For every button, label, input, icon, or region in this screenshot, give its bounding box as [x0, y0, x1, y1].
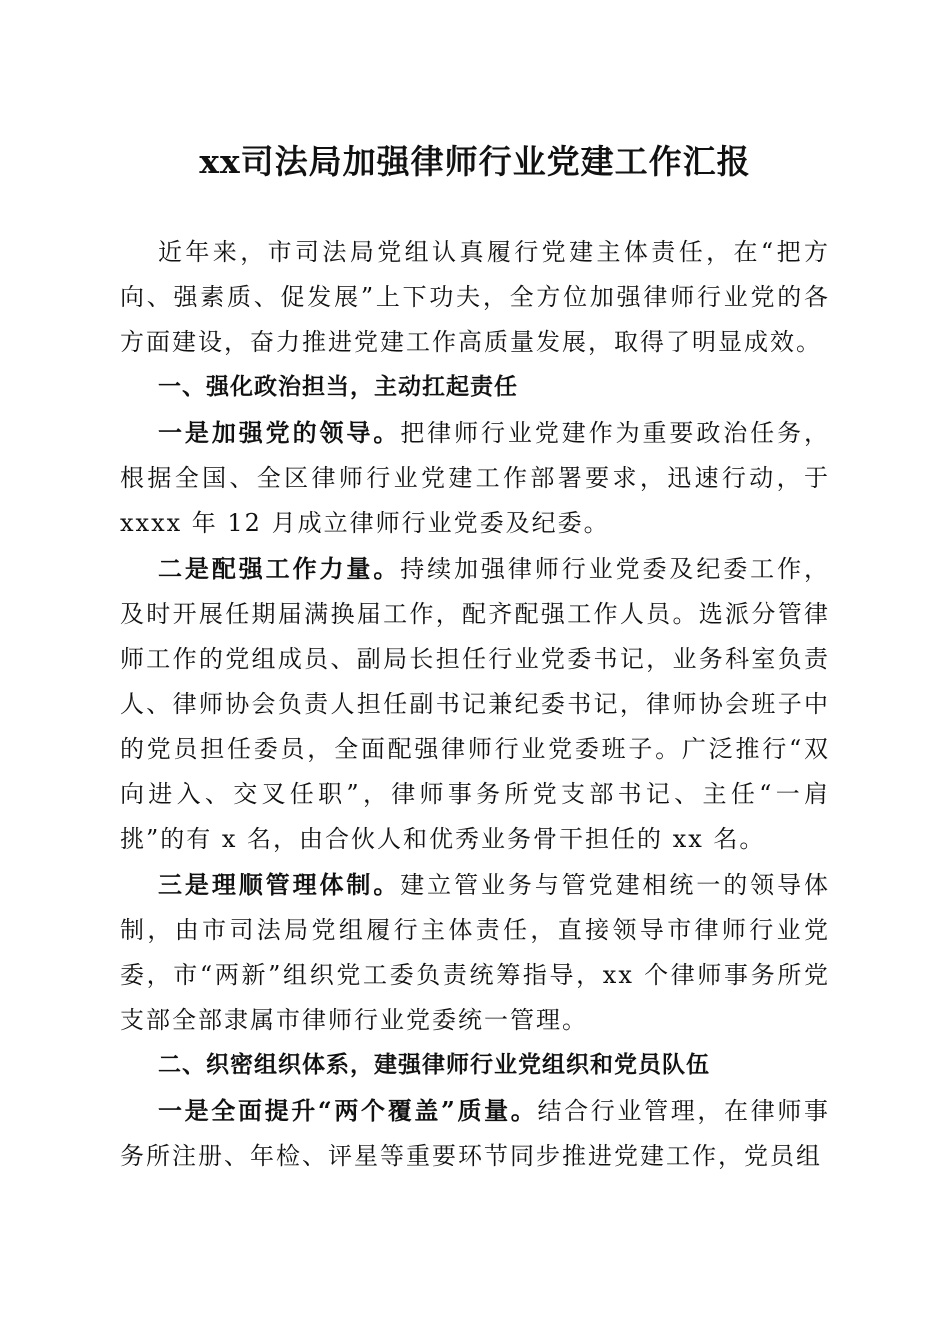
- section-1-heading: 一、强化政治担当，主动扛起责任: [158, 374, 518, 400]
- section-1-item-3: [120, 862, 830, 1043]
- item-lead: 三是理顺管理体制。: [158, 870, 401, 899]
- section-1-item-2: [120, 546, 830, 862]
- item-text: 建立管业务与管党建相统一的领导体制，由市司法局党组履行主体责任，直接领导市律师行业党委，市“两新”组织党工委负责统筹指导，xx 个律师事务所党支部全部隶属市律师行业党委统一管理。: [120, 871, 830, 1034]
- section-2-heading: 二、织密组织体系，建强律师行业党组织和党员队伍: [158, 1052, 710, 1078]
- section-1-item-1: [120, 410, 830, 546]
- document-body: [120, 230, 830, 1179]
- item-text: 结合行业管理，在律师事务所注册、年检、评星等重要环节同步推进党建工作，党员组: [120, 1097, 831, 1170]
- item-lead: 二是配强工作力量。: [158, 554, 401, 583]
- intro-paragraph: 近年来，市司法局党组认真履行党建主体责任，在“把方向、强素质、促发展”上下功夫，全方位加强律师行业党的各方面建设，奋力推进党建工作高质量发展，取得了明显成效。: [120, 238, 830, 356]
- item-lead: 一是全面提升“两个覆盖”质量。: [158, 1096, 538, 1125]
- item-text: 持续加强律师行业党委及纪委工作，及时开展任期届满换届工作，配齐配强工作人员。选派分管律师工作的党组成员、副局长担任行业党委书记，业务科室负责人、律师协会负责人担任副书记兼纪委书记，律师协会班子中的党员担任委员，全面配强律师行业党委班子。广泛推行“双向进入、交叉任职”，律师事务所党支部书记、主任“一肩挑”的有 x 名，由合伙人和优秀业务骨干担任的 xx 名。: [120, 555, 830, 853]
- item-text: 把律师行业党建作为重要政治任务，根据全国、全区律师行业党建工作部署要求，迅速行动，于 xxxx 年 12 月成立律师行业党委及纪委。: [120, 419, 830, 537]
- item-lead: 一是加强党的领导。: [158, 418, 401, 447]
- section-2-item-1: [120, 1088, 830, 1179]
- document-title: xx司法局加强律师行业党建工作汇报: [199, 142, 751, 181]
